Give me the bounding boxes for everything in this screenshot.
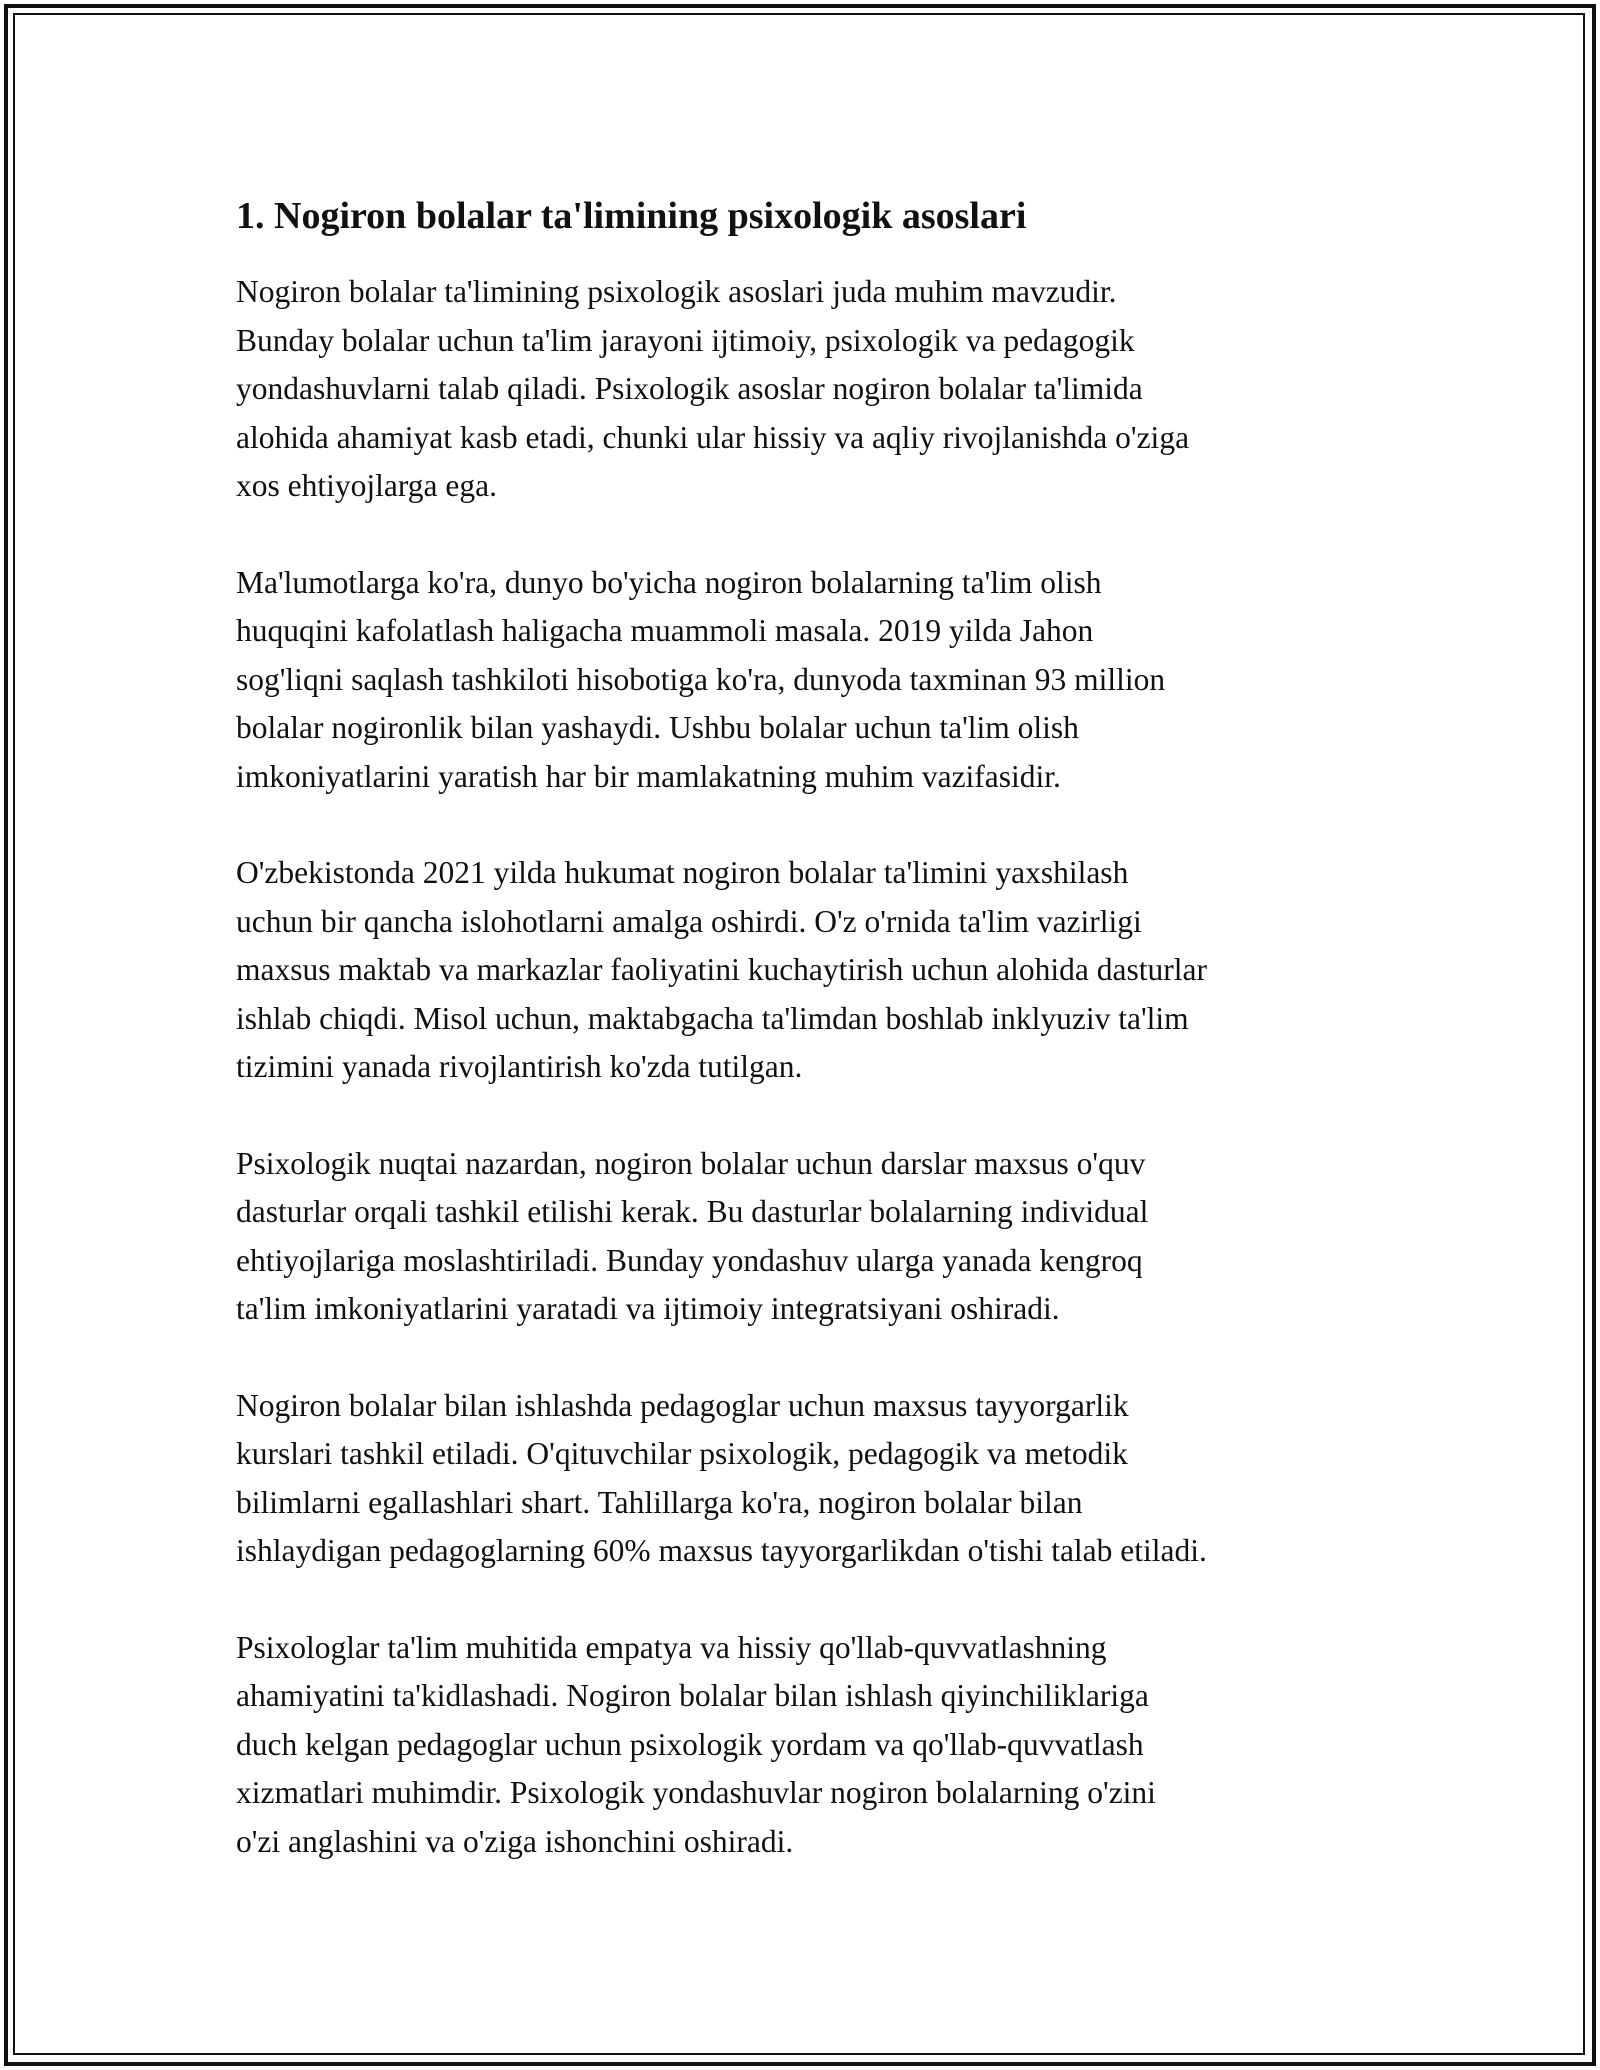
text-line: yondashuvlarni talab qiladi. Psixologik asoslar nogiron bolalar ta'limida xyxy=(236,371,1143,406)
text-line: o'zi anglashini va o'ziga ishonchini oshiradi. xyxy=(236,1823,794,1859)
paragraph-6 xyxy=(236,1624,1384,1867)
text-line: O'zbekistonda 2021 yilda hukumat nogiron bolalar ta'limini yaxshilash xyxy=(236,855,1129,890)
text-line: bilimlarni egallashlari shart. Tahlillarga ko'ra, nogiron bolalar bilan xyxy=(236,1484,1083,1520)
text-line: ta'lim imkoniyatlarini yaratadi va ijtimoiy integratsiyani oshiradi. xyxy=(236,1291,1060,1326)
text-line: sog'liqni saqlash tashkiloti hisobotiga ko'ra, dunyoda taxminan 93 million xyxy=(236,661,1166,697)
text-line: ehtiyojlariga moslashtiriladi. Bunday yondashuv ularga yanada kengroq xyxy=(236,1242,1143,1278)
text-line: xos ehtiyojlarga ega. xyxy=(236,468,497,503)
paragraph-3 xyxy=(236,849,1384,1092)
text-line: imkoniyatlarini yaratish har bir mamlakatning muhim vazifasidir. xyxy=(236,758,1061,794)
paragraph-5 xyxy=(236,1382,1384,1576)
paragraph-4 xyxy=(236,1140,1384,1334)
text-line: huquqini kafolatlash haligacha muammoli masala. 2019 yilda Jahon xyxy=(236,613,1094,648)
document-body xyxy=(236,190,1384,1914)
text-line: Bunday bolalar uchun ta'lim jarayoni ijtimoiy, psixologik va pedagogik xyxy=(236,322,1135,358)
text-line: Nogiron bolalar bilan ishlashda pedagoglar uchun maxsus tayyorgarlik xyxy=(236,1387,1129,1423)
text-line: Ma'lumotlarga ko'ra, dunyo bo'yicha nogiron bolalarning ta'lim olish xyxy=(236,564,1102,600)
text-line: ishlaydigan pedagoglarning 60% maxsus tayyorgarlikdan o'tishi talab etiladi. xyxy=(236,1533,1207,1568)
paragraph-1 xyxy=(236,268,1384,511)
text-line: ishlab chiqdi. Misol uchun, maktabgacha ta'limdan boshlab inklyuziv ta'lim xyxy=(236,1000,1189,1036)
paragraph-2 xyxy=(236,559,1384,802)
text-line: tizimini yanada rivojlantirish ko'zda tutilgan. xyxy=(236,1049,803,1084)
text-line: xizmatlari muhimdir. Psixologik yondashuvlar nogiron bolalarning o'zini xyxy=(236,1775,1156,1810)
text-line: ahamiyatini ta'kidlashadi. Nogiron bolalar bilan ishlash qiyinchiliklariga xyxy=(236,1678,1149,1713)
text-line: alohida ahamiyat kasb etadi, chunki ular hissiy va aqliy rivojlanishda o'ziga xyxy=(236,419,1190,455)
text-line: Nogiron bolalar ta'limining psixologik asoslari juda muhim mavzudir. xyxy=(236,274,1117,309)
text-line: maxsus maktab va markazlar faoliyatini kuchaytirish uchun alohida dasturlar xyxy=(236,952,1207,987)
text-line: kurslari tashkil etiladi. O'qituvchilar psixologik, pedagogik va metodik xyxy=(236,1436,1128,1471)
text-line: Psixologlar ta'lim muhitida empatya va hissiy qo'llab-quvvatlashning xyxy=(236,1629,1107,1665)
text-line: uchun bir qancha islohotlarni amalga oshirdi. O'z o'rnida ta'lim vazirligi xyxy=(236,903,1142,939)
section-title: 1. Nogiron bolalar ta'limining psixologik asoslari xyxy=(236,195,1027,237)
text-line: duch kelgan pedagoglar uchun psixologik yordam va qo'llab-quvvatlash xyxy=(236,1726,1144,1762)
text-line: dasturlar orqali tashkil etilishi kerak. Bu dasturlar bolalarning individual xyxy=(236,1194,1149,1229)
text-line: bolalar nogironlik bilan yashaydi. Ushbu bolalar uchun ta'lim olish xyxy=(236,710,1079,745)
text-line: Psixologik nuqtai nazardan, nogiron bolalar uchun darslar maxsus o'quv xyxy=(236,1145,1146,1181)
